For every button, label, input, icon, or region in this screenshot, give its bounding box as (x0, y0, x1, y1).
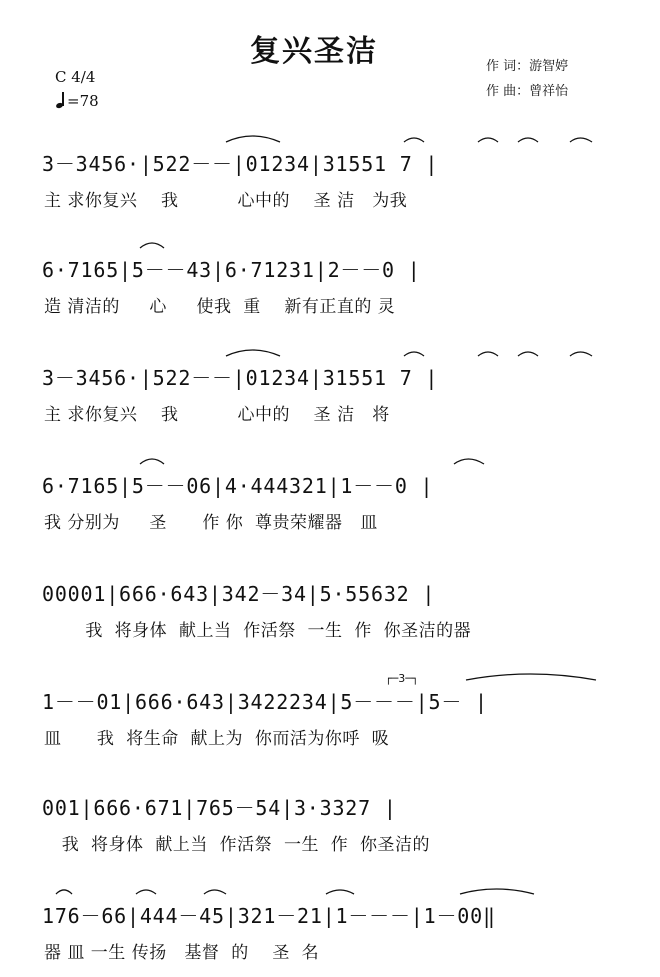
notation-line-4: 6·7165|5－－06|4·444321|1－－0 | (42, 474, 434, 498)
key-signature: C 4/4 (55, 68, 96, 86)
slur-15 (56, 890, 72, 894)
slur-7 (226, 350, 280, 356)
composer-name: 曾祥怡 (529, 84, 569, 99)
tempo-marking (56, 92, 99, 110)
lyrics-line-8: 器 皿 一生 传扬 基督 的 圣 名 (44, 943, 320, 963)
slur-2 (404, 138, 424, 142)
lyrics-line-4: 我 分别为 圣 作 你 尊贵荣耀器 皿 (44, 513, 378, 533)
notation-line-8: 176－66|444－45|321－21|1－－－|1－00‖ (42, 904, 496, 928)
lyricist-label: 作 词： (486, 59, 530, 74)
lyrics-line-1: 主 求你复兴 我 心中的 圣 洁 为我 (44, 191, 408, 211)
tempo-value: =78 (67, 92, 99, 110)
slur-9 (478, 352, 498, 356)
slur-17 (204, 890, 226, 894)
notation-line-3: 3－3456·|522－－|01234|31551 7 | (42, 366, 439, 390)
quarter-note-icon (56, 94, 65, 108)
lyrics-line-5: 我 将身体 献上当 作活祭 一生 作 你圣洁的器 (44, 621, 472, 641)
slur-11 (570, 352, 592, 356)
slur-6 (140, 243, 164, 248)
slur-8 (404, 352, 424, 356)
lyrics-line-3: 主 求你复兴 我 心中的 圣 洁 将 (44, 405, 390, 425)
slur-16 (136, 890, 156, 894)
slur-3 (478, 138, 498, 142)
slur-12 (140, 459, 164, 464)
slur-5 (570, 138, 592, 142)
song-title: 复兴圣洁 (250, 34, 378, 69)
slur-1 (226, 136, 280, 142)
triplet-mark: ┌─3─┐ (385, 672, 419, 685)
notation-line-5: 00001|666·643|342－34|5·55632 | (42, 582, 436, 606)
composer-label: 作 曲： (486, 84, 530, 99)
lyrics-line-7: 我 将身体 献上当 作活祭 一生 作 你圣洁的 (44, 835, 431, 855)
lyrics-line-6: 皿 我 将生命 献上为 你而活为你呼 吸 (44, 729, 390, 749)
lyricist-credit (486, 55, 568, 74)
slur-13 (454, 459, 484, 464)
slur-4 (518, 138, 538, 142)
composer-credit (486, 80, 568, 99)
lyricist-name: 游智婷 (529, 59, 569, 74)
notation-line-6: 1－－01|666·643|3422234|5－－－|5－ | (42, 690, 488, 714)
slur-14 (466, 674, 596, 680)
notation-line-7: 001|666·671|765－54|3·3327 | (42, 796, 397, 820)
slur-19 (460, 889, 534, 894)
lyrics-line-2: 造 清洁的 心 使我 重 新有正直的 灵 (44, 297, 396, 317)
notation-line-2: 6·7165|5－－43|6·71231|2－－0 | (42, 258, 421, 282)
notation-line-1: 3－3456·|522－－|01234|31551 7 | (42, 152, 439, 176)
slur-10 (518, 352, 538, 356)
slur-18 (326, 890, 354, 894)
